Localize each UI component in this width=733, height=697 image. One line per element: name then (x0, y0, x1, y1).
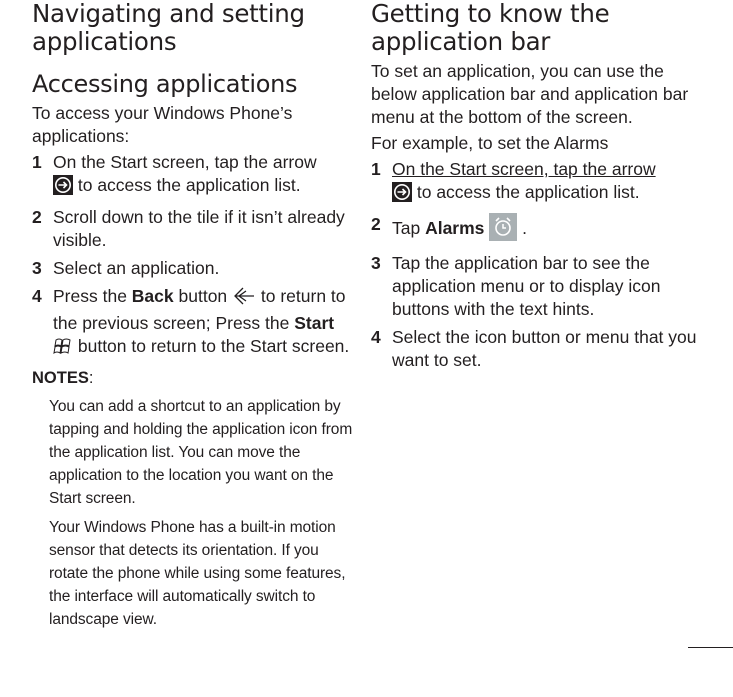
step-text: Tap the application bar to see the application menu or to display icon buttons with the text hints. (392, 253, 661, 319)
step-4 (371, 326, 711, 372)
step-number: 4 (32, 286, 42, 306)
step-2 (371, 213, 711, 247)
section-title: Getting to know the application bar (371, 0, 610, 56)
step-text: Tap (392, 218, 426, 238)
step-3 (371, 252, 711, 321)
notes-heading (32, 367, 354, 389)
step-number: 3 (32, 258, 42, 278)
alarm-clock-icon (489, 213, 517, 247)
intro-text: To set an application, you can use the below application bar and application bar menu at the bottom of the screen. (371, 61, 689, 127)
step-text: to access the application list. (73, 175, 301, 195)
step-text: On the Start screen, tap the arrow (392, 159, 656, 179)
steps-list (371, 158, 711, 372)
step-number: 3 (371, 253, 381, 273)
step-text: button (173, 286, 233, 306)
step-text: On the Start screen, tap the arrow (53, 152, 317, 172)
notes-label: NOTES (32, 369, 89, 387)
start-label: Start (294, 313, 335, 333)
step-text: Press the (53, 286, 132, 306)
example-text: For example, to set the Alarms (371, 133, 609, 153)
right-column (371, 0, 711, 377)
step-text: Select the icon button or menu that you want to set. (392, 327, 697, 370)
arrow-circle-icon (392, 182, 412, 208)
step-text: to return to the previous screen; Press the (53, 286, 346, 333)
step-number: 1 (32, 152, 42, 172)
subsection-title: Accessing applications (32, 70, 298, 98)
steps-list (32, 151, 354, 362)
windows-start-icon (53, 336, 73, 362)
step-number: 2 (32, 207, 42, 227)
left-column (32, 0, 354, 637)
step-2 (32, 206, 354, 252)
notes-colon: : (88, 369, 94, 387)
step-number: 1 (371, 159, 381, 179)
back-arrow-icon (232, 286, 256, 312)
step-text: to access the application list. (412, 182, 640, 202)
page-number-rule (688, 647, 733, 648)
note-1: You can add a shortcut to an application by tapping and holding the application icon from the application list. You can move the application to the location you want on the Start screen. (49, 398, 353, 507)
intro-text: To access your Windows Phone’s applications: (32, 103, 293, 146)
step-3 (32, 257, 354, 280)
step-text: . (517, 218, 528, 238)
step-1 (371, 158, 711, 208)
note-2: Your Windows Phone has a built-in motion sensor that detects its orientation. If you rotate the phone while using some features, the interface will automatically switch to landscape view. (49, 519, 346, 628)
step-number: 4 (371, 327, 381, 347)
step-text: Select an application. (53, 258, 220, 278)
section-title: Navigating and setting applications (32, 0, 305, 56)
step-number: 2 (371, 214, 381, 234)
step-4 (32, 285, 354, 362)
step-text: Scroll down to the tile if it isn’t already visible. (53, 207, 345, 250)
arrow-circle-icon (53, 175, 73, 201)
step-text: button to return to the Start screen. (73, 336, 350, 356)
alarms-label: Alarms (425, 218, 485, 238)
back-label: Back (131, 286, 174, 306)
step-1 (32, 151, 354, 201)
